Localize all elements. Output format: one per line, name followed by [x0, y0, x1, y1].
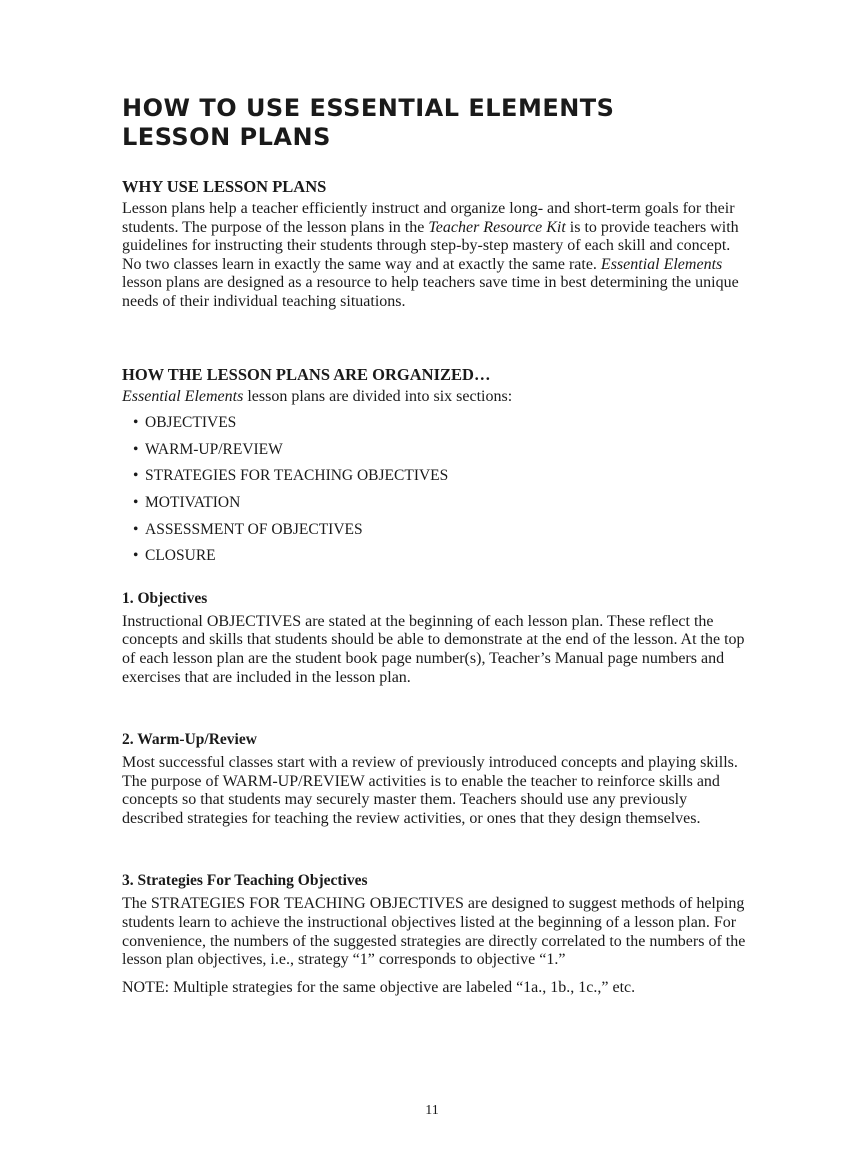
objectives-section [122, 589, 752, 687]
why-text-1: Lesson plans help a teacher efficiently instruct and organize long- and short-term goals for their students. The purpose of the lesson plans in the [122, 200, 735, 236]
page-title-line1: HOW TO USE ESSENTIAL ELEMENTS [122, 94, 615, 122]
list-item [133, 494, 752, 521]
list-item [133, 547, 752, 574]
why-paragraph [122, 200, 752, 312]
objectives-paragraph: Instructional OBJECTIVES are stated at the beginning of each lesson plan. These reflect the concepts and skills that students should be able to demonstrate at the end of the lesson. At the top of each lesson plan are the student book page number(s), Teacher’s Manual page numbers and exercises that are included in the lesson plan. [122, 612, 745, 686]
warmup-paragraph: Most successful classes start with a review of previously introduced concepts and playing skills. The purpose of WARM-UP/REVIEW activities is to enable the teacher to reinforce skills and concepts so that students may securely master them. Teachers should use any previously described strategies for teaching the review activities, or ones that they design themselves. [122, 754, 738, 827]
warmup-section [122, 730, 752, 828]
why-text-3: lesson plans are designed as a resource to help teachers save time in best determining the unique needs of their individual teaching situations. [122, 274, 739, 310]
list-item-label: ASSESSMENT OF OBJECTIVES [145, 520, 363, 538]
page-title-line2: LESSON PLANS [122, 123, 331, 151]
organized-section [122, 365, 752, 574]
objectives-heading: 1. Objectives [122, 589, 208, 607]
essential-elements-title: Essential Elements [600, 255, 723, 273]
list-item-label: CLOSURE [145, 547, 216, 565]
why-text-2: is to provide teachers with guidelines for instructing their students through step-by-step mastery of each skill and concept. No two classes learn in exactly the same way and at exactly the same rate. [122, 218, 739, 273]
organized-intro-text: lesson plans are divided into six sections: [243, 387, 513, 405]
list-item-label: MOTIVATION [145, 493, 241, 511]
strategies-section [122, 871, 752, 997]
page-title [122, 94, 752, 152]
warmup-heading: 2. Warm-Up/Review [122, 731, 257, 749]
list-item [133, 441, 752, 468]
organized-intro [122, 388, 752, 407]
bullet-icon: • [133, 440, 139, 458]
strategies-heading: 3. Strategies For Teaching Objectives [122, 872, 368, 890]
list-item [133, 414, 752, 441]
list-item [133, 521, 752, 548]
bullet-icon: • [133, 493, 139, 511]
list-item-label: STRATEGIES FOR TEACHING OBJECTIVES [145, 467, 449, 485]
why-section [122, 177, 752, 312]
list-item-label: WARM-UP/REVIEW [145, 440, 283, 458]
bullet-icon: • [133, 547, 139, 565]
bullet-icon: • [133, 414, 139, 432]
bullet-icon: • [133, 520, 139, 538]
list-item [133, 467, 752, 494]
page-number: 11 [425, 1103, 439, 1118]
strategies-note: NOTE: Multiple strategies for the same objective are labeled “1a., 1b., 1c.,” etc. [122, 978, 636, 996]
page-content [122, 94, 752, 997]
organized-intro-italic: Essential Elements [122, 387, 244, 405]
sections-list [122, 414, 752, 574]
strategies-paragraph: The STRATEGIES FOR TEACHING OBJECTIVES are designed to suggest methods of helping students learn to achieve the instructional objectives listed at the beginning of a lesson plan. For convenience, the numbers of the suggested strategies are directly correlated to the numbers of the lesson plan objectives, i.e., strategy “1” corresponds to objective “1.” [122, 895, 746, 969]
list-item-label: OBJECTIVES [145, 414, 237, 432]
why-heading: WHY USE LESSON PLANS [122, 177, 327, 196]
teacher-resource-kit-title: Teacher Resource Kit [428, 218, 566, 236]
organized-heading: HOW THE LESSON PLANS ARE ORGANIZED… [122, 364, 491, 384]
bullet-icon: • [133, 467, 139, 485]
